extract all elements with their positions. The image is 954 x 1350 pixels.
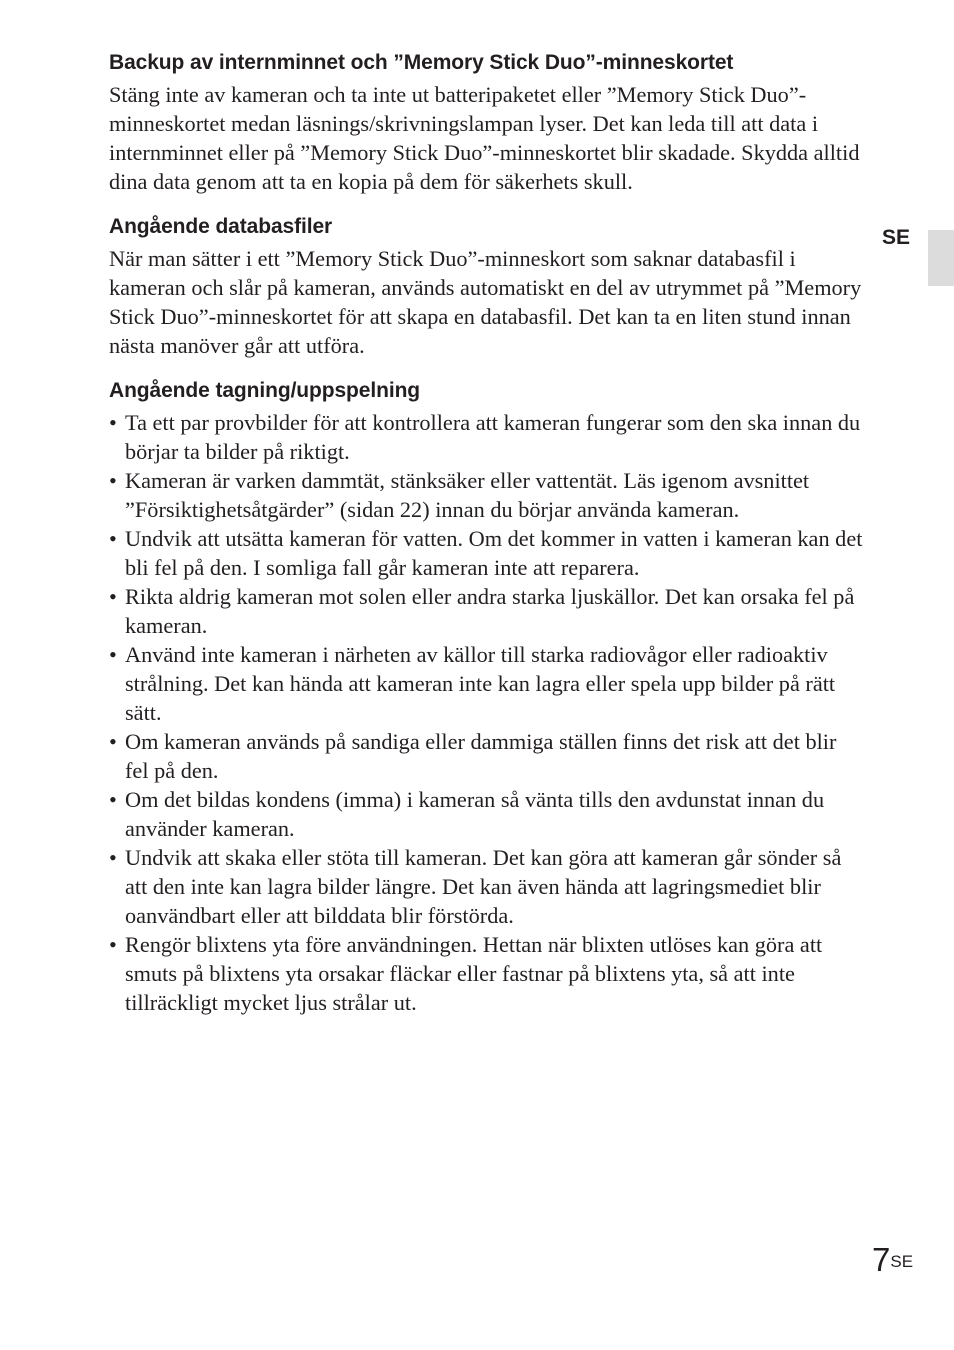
language-tab-marker bbox=[928, 230, 954, 286]
section-heading: Angående tagning/uppspelning bbox=[109, 379, 421, 402]
bullet-list bbox=[109, 408, 863, 1017]
list-item: • Ta ett par provbilder för att kontrollera att kameran fungerar som den ska innan du börjar ta bilder på riktigt. bbox=[109, 410, 861, 464]
list-item: • Rikta aldrig kameran mot solen eller andra starka ljuskällor. Det kan orsaka fel på kameran. bbox=[109, 584, 855, 638]
page-content bbox=[109, 49, 863, 1034]
section-databasfiler bbox=[109, 213, 863, 360]
language-label: SE bbox=[882, 226, 911, 249]
list-item: • Kameran är varken dammtät, stänksäker eller vattentät. Läs igenom avsnittet ”Försiktighetsåtgärder” (sidan 22) innan du börjar använda kameran. bbox=[109, 468, 810, 522]
section-backup bbox=[109, 49, 863, 196]
list-item: • Rengör blixtens yta före användningen. Hettan när blixten utlöses kan göra att smuts på blixtens yta orsakar fläckar eller fastnar på blixtens yta, så att inte tillräckligt mycket ljus strålar ut. bbox=[109, 932, 823, 1015]
bullet-icon: • bbox=[109, 787, 117, 812]
bullet-icon: • bbox=[109, 584, 117, 609]
bullet-icon: • bbox=[109, 729, 117, 754]
page-number: $7^{SE}$ bbox=[872, 1241, 914, 1278]
page-number-suffix: SE bbox=[890, 1252, 914, 1271]
section-tagning bbox=[109, 377, 863, 1017]
section-paragraph: När man sätter i ett ”Memory Stick Duo”-minneskort som saknar databasfil i kameran och slår på kameran, används automatiskt en del av utrymmet på ”Memory Stick Duo”-minneskortet för att skapa en databasfil. Det kan ta en liten stund innan nästa manöver går att utföra. bbox=[109, 246, 862, 358]
list-item: • Om kameran används på sandiga eller dammiga ställen finns det risk att det blir fel på den. bbox=[109, 729, 837, 783]
bullet-icon: • bbox=[109, 410, 117, 435]
bullet-icon: • bbox=[109, 468, 117, 493]
bullet-icon: • bbox=[109, 932, 117, 957]
section-heading: Angående databasfiler bbox=[109, 215, 333, 238]
bullet-icon: • bbox=[109, 845, 117, 870]
section-paragraph: Stäng inte av kameran och ta inte ut batteripaketet eller ”Memory Stick Duo”-minneskortet medan läsnings/skrivningslampan lyser. Det kan leda till att data i internminnet eller på ”Memory Stick Duo”-minneskortet blir skadade. Skydda alltid dina data genom att ta en kopia på dem för säkerhets skull. bbox=[109, 82, 860, 194]
list-item: • Använd inte kameran i närheten av källor till starka radiovågor eller radioaktiv strålning. Det kan hända att kameran inte kan lagra eller spela upp bilder på rätt sätt. bbox=[109, 642, 836, 725]
section-heading: Backup av internminnet och ”Memory Stick Duo”-minneskortet bbox=[109, 51, 734, 74]
list-item: • Om det bildas kondens (imma) i kameran så vänta tills den avdunstat innan du använder kameran. bbox=[109, 787, 825, 841]
bullet-icon: • bbox=[109, 526, 117, 551]
bullet-icon: • bbox=[109, 642, 117, 667]
list-item: • Undvik att utsätta kameran för vatten. Om det kommer in vatten i kameran kan det bli fel på den. I somliga fall går kameran inte att reparera. bbox=[109, 526, 863, 580]
list-item: • Undvik att skaka eller stöta till kameran. Det kan göra att kameran går sönder så att den inte kan lagra bilder längre. Det kan även hända att lagringsmediet blir oanvändbart eller att bilddata blir förstörda. bbox=[109, 845, 842, 928]
